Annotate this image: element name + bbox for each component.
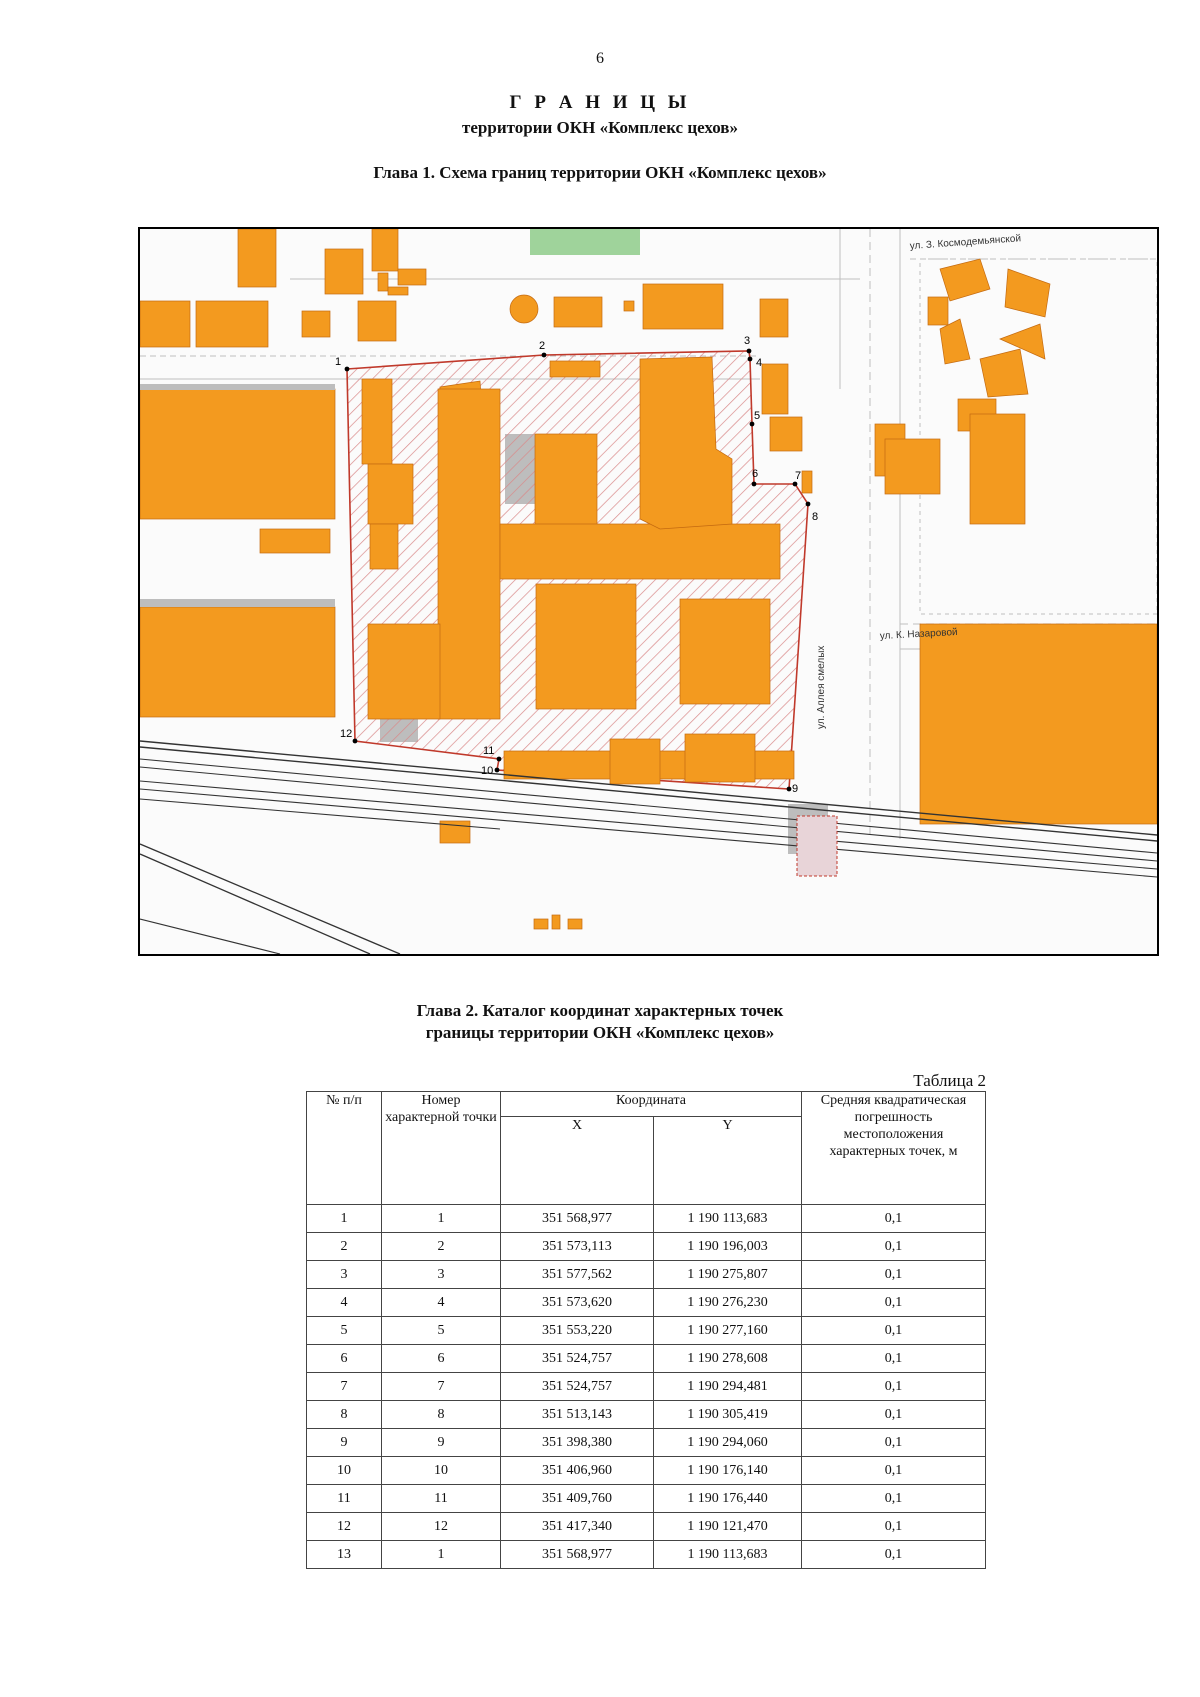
header-y: Y <box>654 1117 802 1205</box>
cell-num: 5 <box>307 1317 382 1345</box>
cell-error: 0,1 <box>802 1401 986 1429</box>
cell-error: 0,1 <box>802 1205 986 1233</box>
cell-x: 351 553,220 <box>501 1317 654 1345</box>
cell-num: 2 <box>307 1233 382 1261</box>
table-row <box>307 1345 986 1373</box>
cell-x: 351 513,143 <box>501 1401 654 1429</box>
cell-y: 1 190 276,230 <box>654 1289 802 1317</box>
cell-y: 1 190 121,470 <box>654 1513 802 1541</box>
cell-error: 0,1 <box>802 1513 986 1541</box>
cell-x: 351 417,340 <box>501 1513 654 1541</box>
table-row <box>307 1233 986 1261</box>
cell-y: 1 190 294,060 <box>654 1429 802 1457</box>
table-row <box>307 1541 986 1569</box>
chapter2-title <box>0 1000 1200 1044</box>
cell-point: 1 <box>382 1541 501 1569</box>
cell-y: 1 190 294,481 <box>654 1373 802 1401</box>
cell-point: 11 <box>382 1485 501 1513</box>
cell-point: 3 <box>382 1261 501 1289</box>
cell-x: 351 577,562 <box>501 1261 654 1289</box>
cell-point: 7 <box>382 1373 501 1401</box>
street-label-alleya-smelykh: ул. Аллея смелых <box>816 645 827 729</box>
cell-point: 4 <box>382 1289 501 1317</box>
point-label-11: 11 <box>483 745 495 757</box>
point-label-4: 4 <box>756 357 763 369</box>
chapter2-title-line1: Глава 2. Каталог координат характерных точек <box>416 1001 784 1020</box>
cell-x: 351 573,113 <box>501 1233 654 1261</box>
cell-error: 0,1 <box>802 1261 986 1289</box>
cell-error: 0,1 <box>802 1345 986 1373</box>
coordinates-table <box>306 1091 986 1569</box>
cell-y: 1 190 277,160 <box>654 1317 802 1345</box>
header-error: Средняя квадратическая погрешность местоположения характерных точек, м <box>802 1092 986 1205</box>
point-label-6: 6 <box>752 468 759 480</box>
cell-point: 9 <box>382 1429 501 1457</box>
cell-y: 1 190 196,003 <box>654 1233 802 1261</box>
table-row <box>307 1289 986 1317</box>
cell-point: 8 <box>382 1401 501 1429</box>
page-number: 6 <box>596 50 604 67</box>
cell-x: 351 524,757 <box>501 1373 654 1401</box>
table-caption: Таблица 2 <box>913 1071 986 1090</box>
boundary-map <box>138 227 1159 956</box>
cell-num: 9 <box>307 1429 382 1457</box>
cell-num: 12 <box>307 1513 382 1541</box>
document-subtitle: территории ОКН «Комплекс цехов» <box>462 118 738 137</box>
header-point: Номер характерной точки <box>382 1092 501 1205</box>
cell-error: 0,1 <box>802 1317 986 1345</box>
header-coordinate: Координата <box>501 1092 802 1117</box>
crossing-zone <box>797 816 837 876</box>
cell-point: 12 <box>382 1513 501 1541</box>
cell-y: 1 190 305,419 <box>654 1401 802 1429</box>
cell-y: 1 190 113,683 <box>654 1541 802 1569</box>
cell-y: 1 190 176,140 <box>654 1457 802 1485</box>
cell-point: 5 <box>382 1317 501 1345</box>
point-label-5: 5 <box>754 410 761 422</box>
table-row <box>307 1261 986 1289</box>
cell-error: 0,1 <box>802 1233 986 1261</box>
point-label-12: 12 <box>340 728 353 740</box>
table-row <box>307 1373 986 1401</box>
document-title: Г Р А Н И Ц Ы <box>509 92 691 113</box>
cell-y: 1 190 275,807 <box>654 1261 802 1289</box>
cell-num: 10 <box>307 1457 382 1485</box>
green-area <box>530 229 640 255</box>
cell-error: 0,1 <box>802 1373 986 1401</box>
table-row <box>307 1205 986 1233</box>
cell-x: 351 568,977 <box>501 1205 654 1233</box>
point-label-3: 3 <box>744 335 751 347</box>
cell-error: 0,1 <box>802 1289 986 1317</box>
point-label-7: 7 <box>795 470 802 482</box>
chapter1-title: Глава 1. Схема границ территории ОКН «Комплекс цехов» <box>373 163 827 182</box>
table-row <box>307 1429 986 1457</box>
table-row <box>307 1401 986 1429</box>
cell-num: 7 <box>307 1373 382 1401</box>
cell-y: 1 190 176,440 <box>654 1485 802 1513</box>
header-num: № п/п <box>307 1092 382 1205</box>
chapter2-title-line2: границы территории ОКН «Комплекс цехов» <box>425 1023 775 1042</box>
cell-point: 1 <box>382 1205 501 1233</box>
cell-num: 8 <box>307 1401 382 1429</box>
cell-num: 11 <box>307 1485 382 1513</box>
table-row <box>307 1317 986 1345</box>
point-label-10: 10 <box>481 765 494 777</box>
cell-num: 3 <box>307 1261 382 1289</box>
cell-x: 351 409,760 <box>501 1485 654 1513</box>
cell-num: 13 <box>307 1541 382 1569</box>
cell-x: 351 406,960 <box>501 1457 654 1485</box>
cell-y: 1 190 278,608 <box>654 1345 802 1373</box>
cell-num: 1 <box>307 1205 382 1233</box>
cell-point: 2 <box>382 1233 501 1261</box>
table-row <box>307 1457 986 1485</box>
cell-x: 351 398,380 <box>501 1429 654 1457</box>
point-label-2: 2 <box>539 340 546 352</box>
boundary-map-drawing <box>140 229 1157 954</box>
cell-error: 0,1 <box>802 1457 986 1485</box>
cell-num: 6 <box>307 1345 382 1373</box>
point-label-1: 1 <box>335 356 342 368</box>
cell-y: 1 190 113,683 <box>654 1205 802 1233</box>
cell-point: 10 <box>382 1457 501 1485</box>
cell-x: 351 568,977 <box>501 1541 654 1569</box>
cell-error: 0,1 <box>802 1485 986 1513</box>
cell-point: 6 <box>382 1345 501 1373</box>
header-x: X <box>501 1117 654 1205</box>
cell-x: 351 573,620 <box>501 1289 654 1317</box>
cell-error: 0,1 <box>802 1429 986 1457</box>
table-row <box>307 1513 986 1541</box>
cell-x: 351 524,757 <box>501 1345 654 1373</box>
cell-error: 0,1 <box>802 1541 986 1569</box>
cell-num: 4 <box>307 1289 382 1317</box>
table-row <box>307 1485 986 1513</box>
street-label-nazarovoy: ул. К. Назаровой <box>879 626 958 642</box>
street-label-kosmodemyanskoy: ул. З. Космодемьянской <box>909 233 1022 252</box>
point-label-9: 9 <box>792 783 799 795</box>
point-label-8: 8 <box>812 511 819 523</box>
